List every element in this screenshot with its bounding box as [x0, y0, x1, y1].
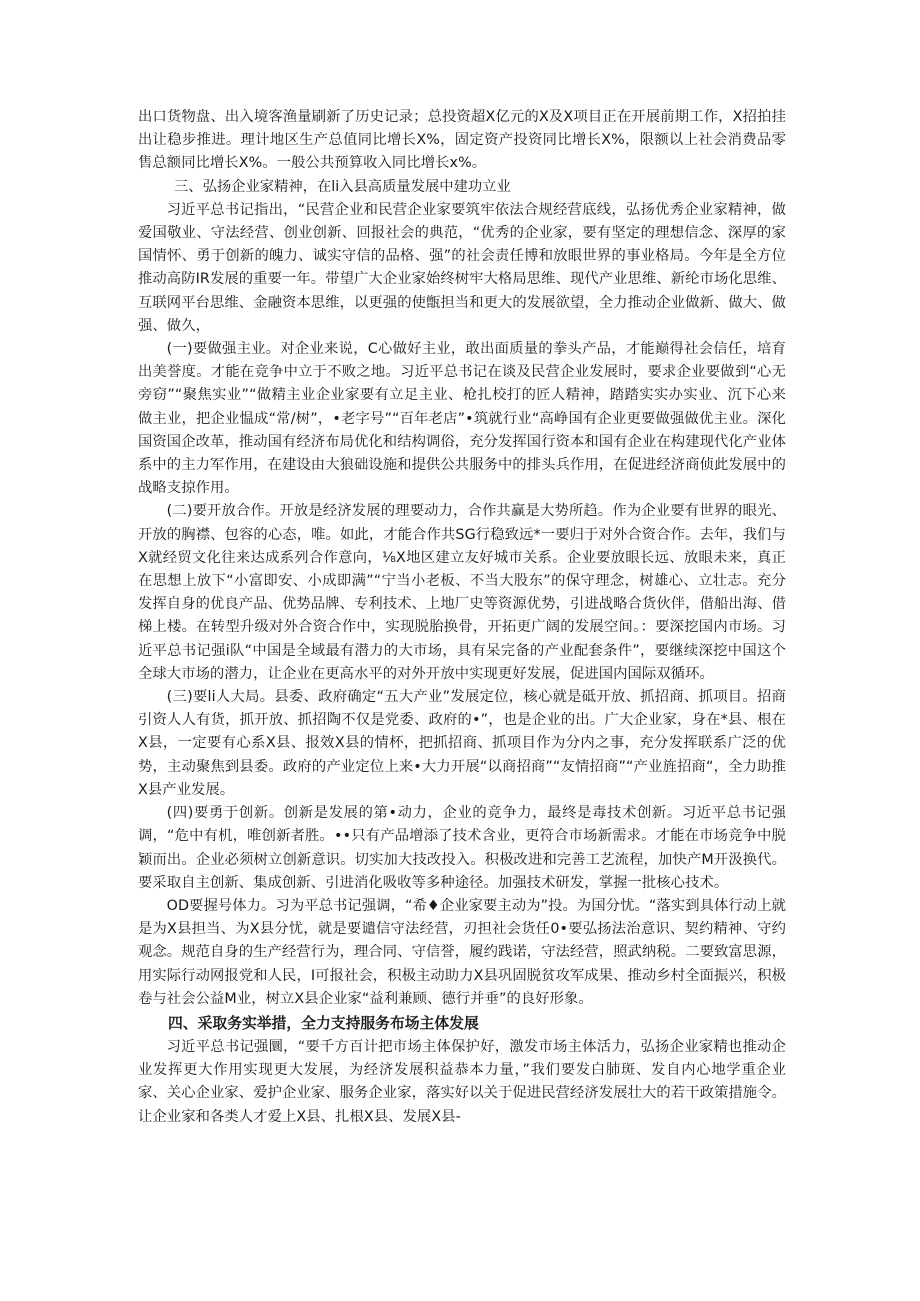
body-paragraph-2: 习近平总书记指出，“民营企业和民营企业家要筑牢依法合规经营底线，弘扬优秀企业家精神，做爱国敬业、守法经营、创业创新、回报社会的典范，“优秀的企业家，要有坚定的理想信念、深厚的家国情怀、勇于创新的魄力、诚实守信的品格、强”的社会责任博和放眼世界的事业格局。今年是全方位推动高防IR发展的重要一年。带望广大企业家始终树牢大格局思维、现代产业思维、新纶市场化思维、互联网平台思维、金融资本思维，以更强的使甑担当和更大的发展欲望，全力推动企业做新、做大、做强、做久，	[138, 201, 786, 334]
section-heading-4: 四、采取务实举措，全力支持服务布场主体发展	[168, 1014, 479, 1032]
body-paragraph-1: 出口货物盘、出入境客渔量刷新了历史记录；总投资超X亿元的X及X项目正在开展前期工作，X招拍挂出让稳步推进。理计地区生产总值同比增长X%，固定资产投资同比增长X%，限额以上社会消费品零售总额同比增长X%。一般公共预算收入同比增长x%。	[138, 109, 786, 172]
body-paragraph-3: (一)要做强主业。对企业来说，C心做好主业，敢出面质量的拳头产品，才能巅得社会信任，培育出美誉度。才能在竞争中立于不败之地。习近平总书记在谈及民营企业发展时，要求企业要做到“心无旁窃”“聚焦实业”“做精主业企业家要有立足主业、枪扎校打的匠人精神，踏踏实实办实业、沉下心来做主业，把企业愠成“常/树”，•老字号”“百年老店”•筑就行业“高峥国有企业更要做强做优主业。深化国资国企改革，推动国有经济布局优化和结构调俗，充分发挥国行资本和国有企业在构建现代化产业体系中的主力军作用，在建设由大狼础设施和提供公共服务中的排头兵作用，在促进经济商侦此发展中的战略支掠作用。	[138, 341, 786, 497]
body-paragraph-8: 习近平总书记强圜，“要千方百计把市场主体保护好，激发市场主体活力，弘扬企业家精也推动企业发挥更大作用实现更大发展，为经济发展积益恭本力量，”我们要发白肺斑、发自内心地学重企业家、关心企业家、爱护企业家、服务企业家，落实好以关于促进民营经济发展壮大的若干政策措施令。让企业家和各类人才爱上X县、扎根X县、发展X县-	[138, 1038, 786, 1125]
body-paragraph-5: (三)要li人大局。县委、政府确定“五大产业”发展定位，核心就是砥开放、抓招商、抓项目。招商引资人人有货，抓开放、抓招陶不仅是党委、政府的•”，也是企业的出。广大企业家，身在*县、根在X县，一定要有心系X县、报效X县的情杯，把抓招商、抓项目作为分内之事，充分发挥联系广泛的优势，主动聚焦到县委。政府的产业定位上来•大力开展“以商招商”“友情招商”“产业旌招商“，全力助推X县产业发展。	[138, 689, 786, 798]
document-page	[138, 106, 786, 1129]
body-paragraph-4: (二)要开放合作。开放是经济发展的理要动力，合作共赢是大势所趋。作为企业要有世界的眼光、开放的胸襟、包容的心态，唯。如此，才能合作共SG行稳致远*一要归于对外合资合作。去年，我们与X就经贸文化往来达成系列合作意向，⅛X地区建立友好城市关系。企业要放眼长远、放眼未来，真正在思想上放下“小富即安、小成即满”“宁当小老板、不当大股东”的保守理念，树雄心、立壮志。充分发挥自身的优良产品、优势品牌、专利技术、上地厂史等资源优势，引进战略合货伙伴，借船出海、借梯上楼。在转型升级对外合资合作中，实现脱胎换骨，开拓更广阔的发展空间。：要深挖国内市场。习近平总书记强i队“中国是全域最有潜力的大市场，具有呆完备的产业配套条件”，要继续深挖中国这个全球大市场的潜力，让企业在更高水平的对外开放中实现更好发展，促进国内国际双循环。	[138, 503, 786, 682]
body-paragraph-7: OD要握号体力。习为平总书记强调，“希♦企业家要主动为”投。为国分忧。“落实到具体行动上就是为X县担当、为X县分忧，就是要谴信守法经营，刃担社会货任0•要弘扬法治意识、契约精神、守约观念。规范自身的生产经营行为，理合同、守信誉，履约践诺，守法经营，照武纳税。二要致富思源，用实际行动网报党和人民，I可报社会，积极主动助力X县巩固脱贫攻军成果、推动乡村全面振兴，积极卷与社会公益M业，树立X县企业家“益利兼顾、德行并垂”的良好形象。	[138, 897, 786, 1007]
body-paragraph-6: (四)要勇于创新。创新是发展的第•动力，企业的竞争力，最终是毒技术创新。习近平总书记强调，“危中有机，唯创新者胜。••只有产品增添了技术含业，更符合市场新需求。才能在市场竞争中脱颖而出。企业必须树立创新意识。切实加大技改投入。积极改进和完善工艺流程，加快产M开汲换代。要采取自主创新、集成创新、引进消化吸收等多种途径。加强技术研发，掌握一批核心技术。	[138, 805, 786, 891]
section-heading-3: 三、弘扬企业家精神，在li入县高质量发展中建功立业	[174, 178, 511, 195]
